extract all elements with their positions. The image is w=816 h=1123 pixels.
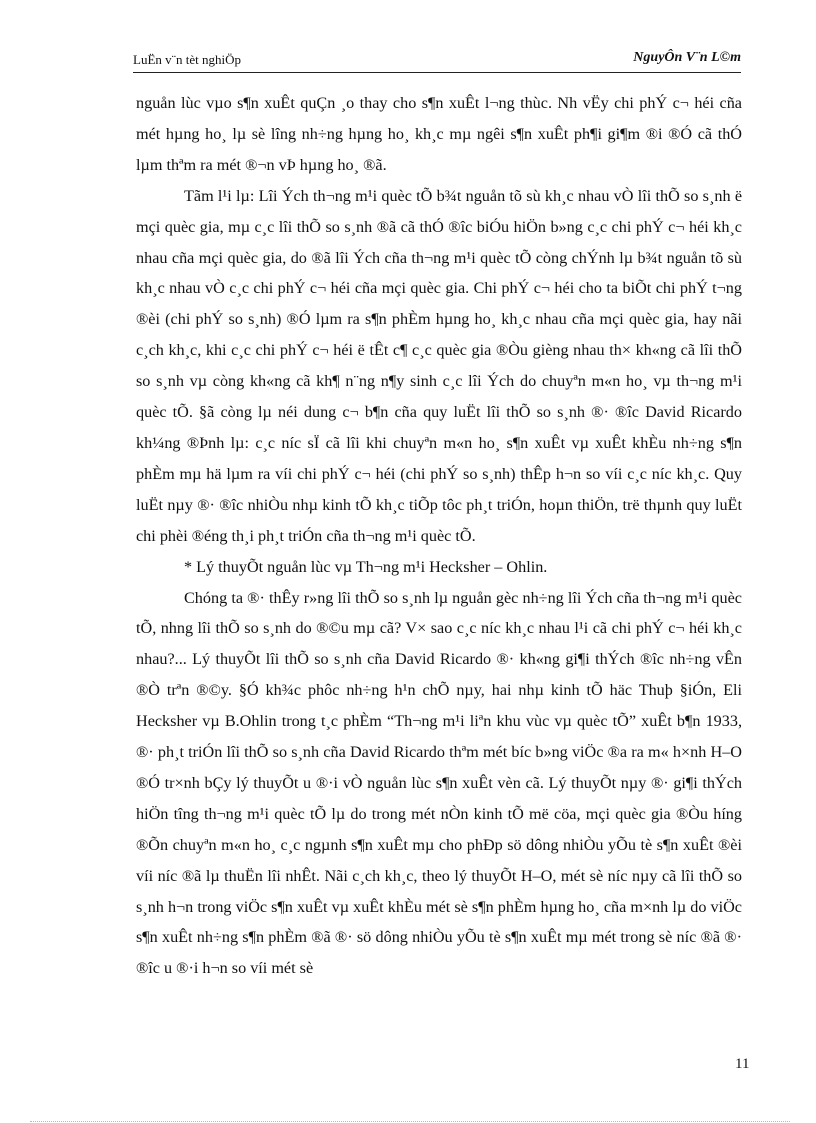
header-thesis-label: LuËn v¨n tèt nghiÖp (133, 52, 241, 67)
header-author-name: NguyÔn V¨n L©m (633, 50, 741, 65)
footer-divider (30, 1121, 790, 1122)
page-number: 11 (735, 1056, 750, 1072)
paragraph-3: Chóng ta ®· thÊy r»ng lîi thÕ so s¸nh lµ nguån gèc nh÷ng lîi Ých cña th¬ng m¹i quèc tÕ, nhng lîi thÕ so s¸nh do ®©u mµ cã? V× sao c¸c níc kh¸c nhau l¹i cã chi phÝ c¬ héi kh¸c nhau?... Lý thuyÕt lîi thÕ so s¸nh cña David Ricardo ®· kh«ng gi¶i thÝch ®îc nh÷ng vÊn ®Ò trªn ®©y. §Ó kh¾c phôc nh÷ng h¹n chÕ nµy, hai nhµ kinh tÕ häc Thuþ §iÓn, Eli Hecksher vµ B.Ohlin trong t¸c phÈm “Th¬ng m¹i liªn khu vùc vµ quèc tÕ” xuÊt b¶n 1933, ®· ph¸t triÓn lîi thÕ so s¸nh cña David Ricardo thªm mét bíc b»ng viÖc ®a ra m« h×nh H–O ®Ó tr×nh bÇy lý thuyÕt u ®·i vÒ nguån lùc s¶n xuÊt vèn cã. Lý thuyÕt nµy ®· gi¶i thÝch hiÖn tîng th¬ng m¹i quèc tÕ lµ do trong mét nÒn kinh tÕ më cöa, mçi quèc gia ®Òu híng ®Õn chuyªn m«n ho¸ c¸c ngµnh s¶n xuÊt mµ cho phÐp sö dông nhiÒu yÕu tè s¶n xuÊt ®èi víi níc ®ã lµ thuËn lîi nhÊt. Nãi c¸ch kh¸c, theo lý thuyÕt H–O, mét sè níc nµy cã lîi thÕ so s¸nh h¬n trong viÖc s¶n xuÊt vµ xuÊt khÈu mét sè s¶n phÈm hµng ho¸ cña m×nh lµ do viÖc s¶n xuÊt nh÷ng s¶n phÈm ®ã ®· sö dông nhiÒu yÕu tè s¶n xuÊt mµ mét trong sè níc ®ã ®· ®îc u ®·i h¬n so víi mét sè (136, 588, 742, 978)
section-heading-hecksher-ohlin: * Lý thuyÕt nguån lùc vµ Th¬ng m¹i Hecksher – Ohlin. (184, 557, 548, 576)
paragraph-2: Tãm l¹i lµ: Lîi Ých th¬ng m¹i quèc tÕ b¾t nguån tõ sù kh¸c nhau vÒ lîi thÕ so s¸nh ë mçi quèc gia, mµ c¸c lîi thÕ so s¸nh ®ã cã thÓ ®îc biÓu hiÖn b»ng c¸c chi phÝ c¬ héi kh¸c nhau cña mçi quèc gia, do ®ã lîi Ých cña th¬ng m¹i quèc tÕ còng chÝnh lµ b¾t nguån tõ sù kh¸c nhau vÒ c¸c chi phÝ c¬ héi cña mçi quèc gia. Chi phÝ c¬ héi cho ta biÕt chi phÝ t¬ng ®èi (chi phÝ so s¸nh) ®Ó lµm ra s¶n phÈm hµng ho¸ kh¸c nhau cña mçi quèc gia, hay nãi c¸ch kh¸c, khi c¸c chi phÝ c¬ héi ë tÊt c¶ c¸c quèc gia ®Òu gièng nhau th× kh«ng cã lîi thÕ so s¸nh vµ còng kh«ng cã kh¶ n¨ng n¶y sinh c¸c lîi Ých do chuyªn m«n ho¸ vµ th¬ng m¹i quèc tÕ. §ã còng lµ néi dung c¬ b¶n cña quy luËt lîi thÕ so s¸nh ®· ®îc David Ricardo kh¼ng ®Þnh lµ: c¸c níc sÏ cã lîi khi chuyªn m«n ho¸ s¶n xuÊt vµ xuÊt khÈu nh÷ng s¶n phÈm mµ hä lµm ra víi chi phÝ c¬ héi (chi phÝ so s¸nh) thÊp h¬n so víi c¸c níc kh¸c. Quy luËt nµy ®· ®îc nhiÒu nhµ kinh tÕ kh¸c tiÕp tôc ph¸t triÓn, hoµn thiÖn, trë thµnh quy luËt chi phèi ®éng th¸i ph¸t triÓn cña th¬ng m¹i quèc tÕ. (136, 186, 742, 545)
document-body (136, 88, 742, 984)
page-header (133, 50, 741, 73)
paragraph-1: nguån lùc vµo s¶n xuÊt quÇn ¸o thay cho s¶n xuÊt l¬ng thùc. Nh vËy chi phÝ c¬ héi cña mét hµng ho¸ lµ sè lîng nh÷ng hµng ho¸ kh¸c mµ ngêi s¶n xuÊt ph¶i gi¶m ®i ®Ó cã thÓ lµm thªm ra mét ®¬n vÞ hµng ho¸ ®ã. (136, 94, 742, 174)
